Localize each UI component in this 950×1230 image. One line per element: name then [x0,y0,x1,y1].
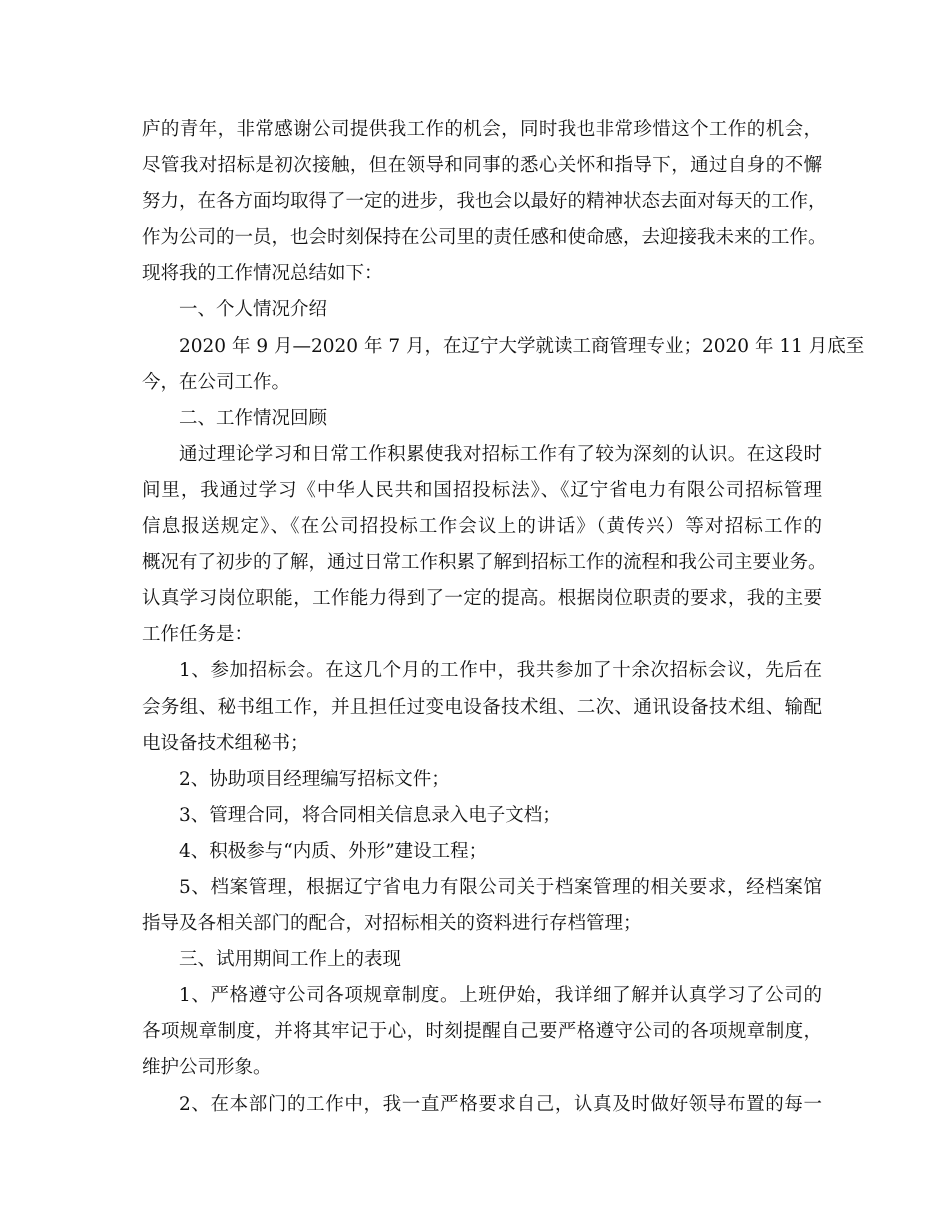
document-line: 1、参加招标会。在这几个月的工作中，我共参加了十余次招标会议，先后在 [179,660,822,682]
document-line: 5、档案管理，根据辽宁省电力有限公司关于档案管理的相关要求，经档案馆 [179,876,822,898]
document-line: 1、严格遵守公司各项规章制度。上班伊始，我详细了解并认真学习了公司的 [179,985,822,1007]
document-line: 二、工作情况回顾 [179,407,328,429]
document-line: 2、在本部门的工作中，我一直严格要求自己，认真及时做好领导布置的每一 [179,1093,822,1115]
document-line: 维护公司形象。 [142,1057,272,1079]
document-line: 2020 年 9 月—2020 年 7 月，在辽宁大学就读工商管理专业；2020 年 11 月底至 [179,335,865,357]
document-line: 现将我的工作情况总结如下： [142,263,383,285]
document-line: 2、协助项目经理编写招标文件； [179,768,450,790]
document-line: 今，在公司工作。 [142,371,291,393]
document-line: 认真学习岗位职能，工作能力得到了一定的提高。根据岗位职责的要求，我的主要 [142,588,822,610]
document-line: 努力，在各方面均取得了一定的进步，我也会以最好的精神状态去面对每天的工作， [142,191,827,213]
document-line: 概况有了初步的了解，通过日常工作积累了解到招标工作的流程和我公司主要业务。 [142,552,827,574]
document-line: 信息报送规定》、《在公司招投标工作会议上的讲话》（黄传兴）等对招标工作的 [142,516,822,538]
document-line: 3、管理合同，将合同相关信息录入电子文档； [179,804,561,826]
document-line: 工作任务是： [142,624,254,646]
document-line: 电设备技术组秘书； [142,732,309,754]
document-body [142,112,865,1123]
document-line: 会务组、秘书组工作，并且担任过变电设备技术组、二次、通讯设备技术组、输配 [142,696,822,718]
document-line: 各项规章制度，并将其牢记于心，时刻提醒自己要严格遵守公司的各项规章制度， [142,1021,822,1043]
document-line: 作为公司的一员，也会时刻保持在公司里的责任感和使命感，去迎接我未来的工作。 [142,227,827,249]
document-line: 庐的青年，非常感谢公司提供我工作的机会，同时我也非常珍惜这个工作的机会， [142,119,822,140]
document-line: 尽管我对招标是初次接触，但在领导和同事的悉心关怀和指导下，通过自身的不懈 [142,155,822,177]
document-line: 一、个人情况介绍 [179,299,328,321]
document-line: 间里，我通过学习《中华人民共和国招投标法》、《辽宁省电力有限公司招标管理 [142,479,822,501]
document-line: 三、试用期间工作上的表现 [179,949,402,971]
document-line: 通过理论学习和日常工作积累使我对招标工作有了较为深刻的认识。在这段时 [179,443,822,465]
document-line: 4、积极参与“内质、外形”建设工程； [179,840,488,862]
document-line: 指导及各相关部门的配合，对招标相关的资料进行存档管理； [142,913,642,935]
